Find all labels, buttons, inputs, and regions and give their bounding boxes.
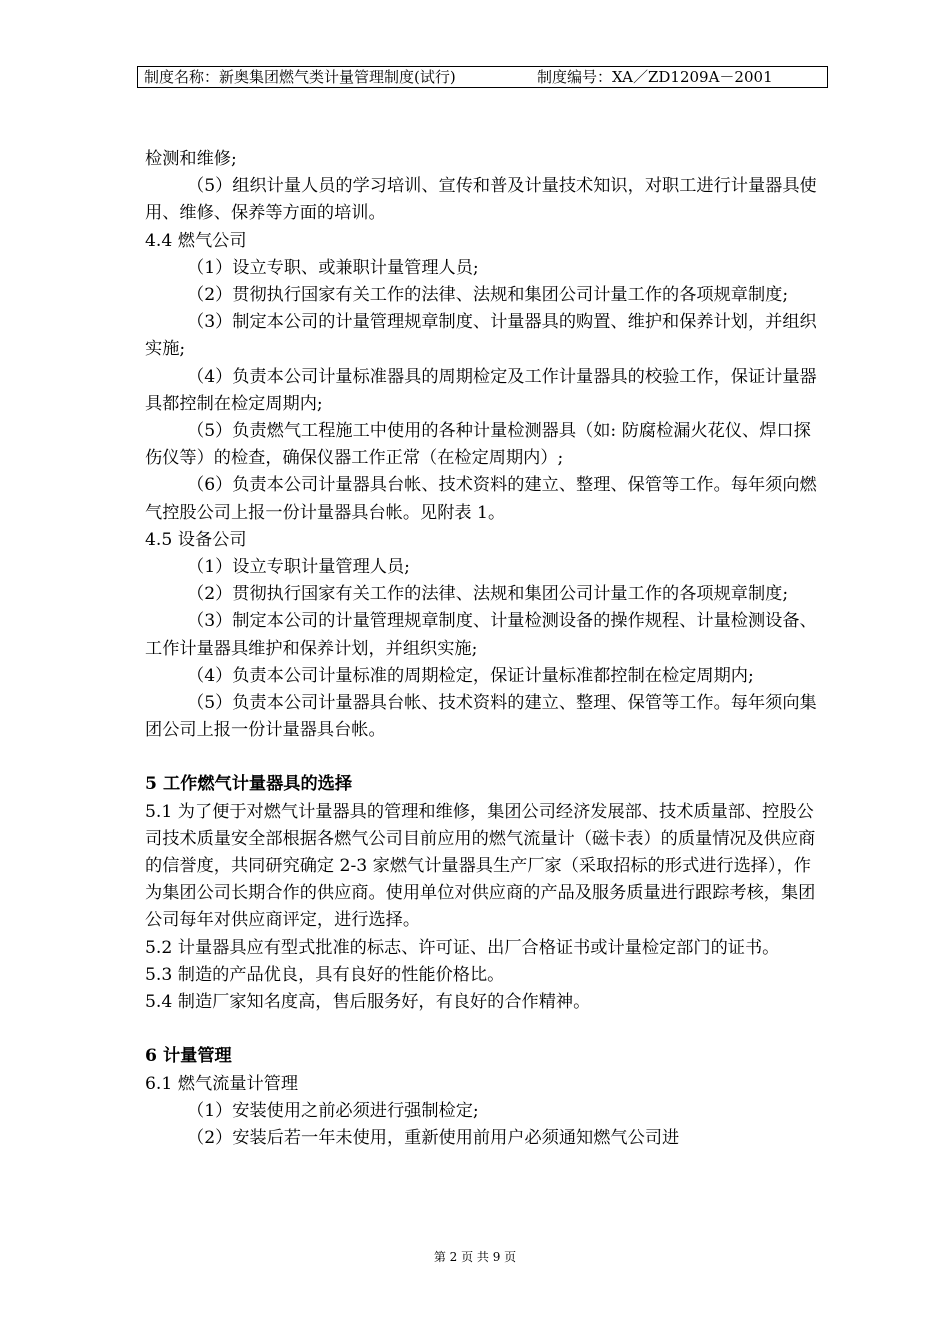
page-number: 第 2 页 共 9 页 [433, 1250, 517, 1264]
paragraph: （4）负责本公司计量标准器具的周期检定及工作计量器具的校验工作，保证计量器具都控制在检定周期内; [145, 366, 817, 414]
regulation-name: 制度名称：新奥集团燃气类计量管理制度(试行) [144, 68, 456, 86]
section-6-1-title: 6.1 燃气流量计管理 [145, 1073, 299, 1094]
spacer [145, 1016, 825, 1043]
paragraph: （5）负责燃气工程施工中使用的各种计量检测器具（如: 防腐检漏火花仪、焊口探伤仪等）的检查，确保仪器工作正常（在检定周期内）; [145, 421, 811, 469]
paragraph: （5）组织计量人员的学习培训、宣传和普及计量技术知识，对职工进行计量器具使用、维修、保养等方面的培训。 [145, 176, 817, 224]
paragraph: （2）安装后若一年未使用，重新使用前用户必须通知燃气公司进 [187, 1127, 680, 1148]
paragraph: （2）贯彻执行国家有关工作的法律、法规和集团公司计量工作的各项规章制度; [187, 584, 789, 605]
paragraph: 5.2 计量器具应有型式批准的标志、许可证、出厂合格证书或计量检定部门的证书。 [145, 937, 780, 958]
paragraph: （1）安装使用之前必须进行强制检定; [187, 1100, 479, 1121]
paragraph: （1）设立专职计量管理人员; [187, 557, 410, 578]
spacer [145, 744, 825, 771]
regulation-number: 制度编号：XA／ZD1209A－2001 [537, 68, 773, 86]
document-header [137, 66, 828, 88]
paragraph: （6）负责本公司计量器具台帐、技术资料的建立、整理、保管等工作。每年须向燃气控股公司上报一份计量器具台帐。见附表 1。 [145, 475, 817, 523]
paragraph: 5.1 为了便于对燃气计量器具的管理和维修，集团公司经济发展部、技术质量部、控股公司技术质量安全部根据各燃气公司目前应用的燃气流量计（磁卡表）的质量情况及供应商的信誉度，共同研究确定 2-3 家燃气计量器具生产厂家（采取招标的形式进行选择），作为集团公司长期合作的供应商。使用单位对供应商的产品及服务质量进行跟踪考核，集团公司每年对供应商评定，进行选择。 [145, 801, 816, 931]
section-4-5-title: 4.5 设备公司 [145, 529, 247, 550]
paragraph: （3）制定本公司的计量管理规章制度、计量检测设备的操作规程、计量检测设备、工作计量器具维护和保养计划，并组织实施; [145, 611, 817, 659]
paragraph: 检测和维修; [145, 149, 237, 169]
paragraph: 5.4 制造厂家知名度高，售后服务好，有良好的合作精神。 [145, 992, 591, 1013]
paragraph: （5）负责本公司计量器具台帐、技术资料的建立、整理、保管等工作。每年须向集团公司上报一份计量器具台帐。 [145, 693, 817, 741]
paragraph: （3）制定本公司的计量管理规章制度、计量器具的购置、维护和保养计划，并组织实施; [145, 312, 817, 360]
document-body [145, 146, 825, 1152]
section-4-4-title: 4.4 燃气公司 [145, 230, 247, 251]
paragraph: （1）设立专职、或兼职计量管理人员; [187, 257, 479, 278]
paragraph: （2）贯彻执行国家有关工作的法律、法规和集团公司计量工作的各项规章制度; [187, 285, 789, 306]
section-6-heading: 6 计量管理 [145, 1046, 232, 1067]
section-5-heading: 5 工作燃气计量器具的选择 [145, 774, 353, 795]
paragraph: 5.3 制造的产品优良，具有良好的性能价格比。 [145, 964, 505, 985]
paragraph: （4）负责本公司计量标准的周期检定，保证计量标准都控制在检定周期内; [187, 665, 754, 686]
